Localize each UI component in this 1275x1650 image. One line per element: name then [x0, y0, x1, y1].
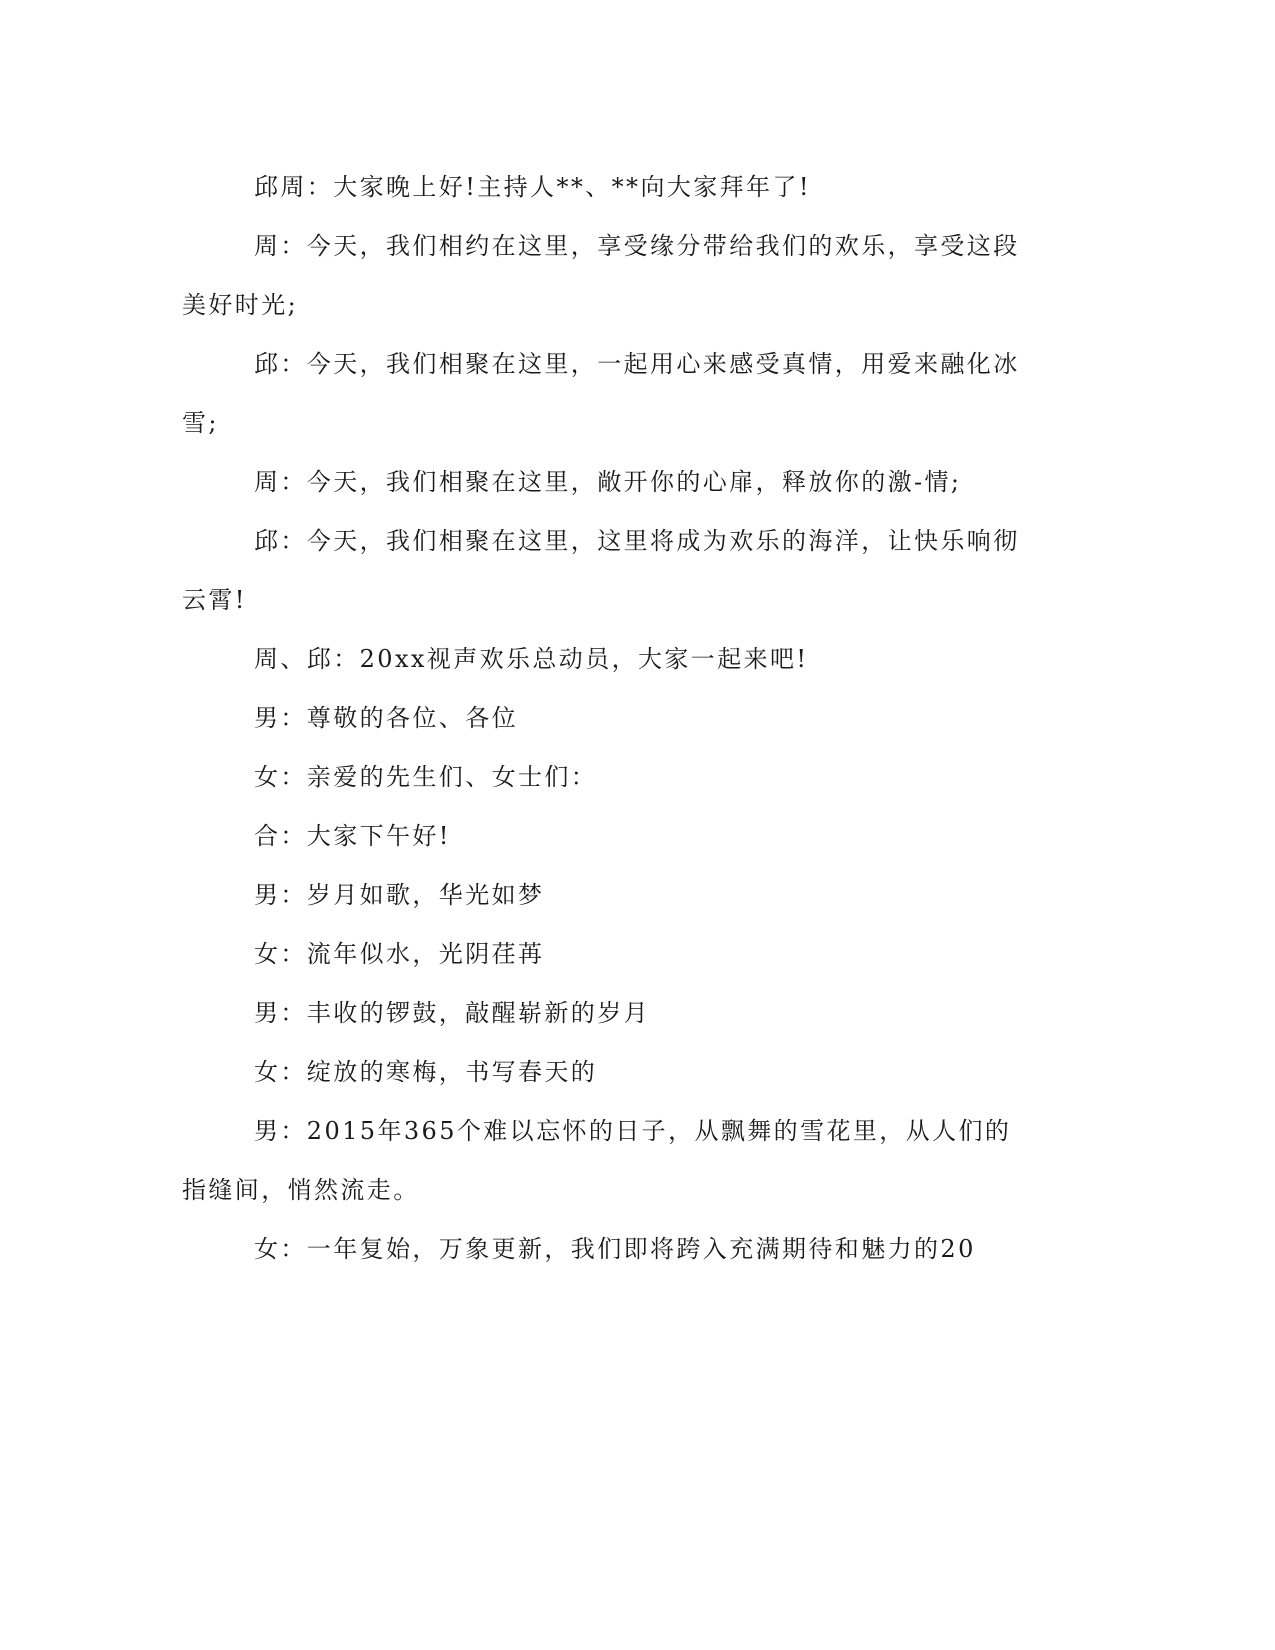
- paragraph-7: 男：尊敬的各位、各位: [254, 704, 518, 732]
- paragraph-3: 邱：今天，我们相聚在这里，一起用心来感受真情，用爱来融化冰雪;: [182, 350, 1020, 437]
- document-body: [182, 158, 1032, 1279]
- paragraph-10: 男：岁月如歌，华光如梦: [254, 881, 545, 909]
- paragraph-1: 邱周：大家晚上好!主持人**、**向大家拜年了!: [254, 173, 811, 201]
- paragraph-12: 男：丰收的锣鼓，敲醒崭新的岁月: [254, 999, 650, 1027]
- paragraph-13: 女：绽放的寒梅，书写春天的: [254, 1058, 598, 1086]
- paragraph-6: 周、邱：20xx视声欢乐总动员，大家一起来吧!: [254, 645, 809, 673]
- paragraph-4: 周：今天，我们相聚在这里，敞开你的心扉，释放你的激-情;: [254, 468, 962, 496]
- paragraph-11: 女：流年似水，光阴荏苒: [254, 940, 545, 968]
- paragraph-14: 男：2015年365个难以忘怀的日子，从飘舞的雪花里，从人们的指缝间，悄然流走。: [182, 1117, 1012, 1204]
- paragraph-2: 周：今天，我们相约在这里，享受缘分带给我们的欢乐，享受这段美好时光;: [182, 232, 1020, 319]
- paragraph-8: 女：亲爱的先生们、女士们：: [254, 763, 598, 791]
- paragraph-9: 合：大家下午好!: [254, 822, 451, 850]
- paragraph-15: 女：一年复始，万象更新，我们即将跨入充满期待和魅力的20: [254, 1235, 976, 1263]
- paragraph-5: 邱：今天，我们相聚在这里，这里将成为欢乐的海洋，让快乐响彻云霄!: [182, 527, 1020, 614]
